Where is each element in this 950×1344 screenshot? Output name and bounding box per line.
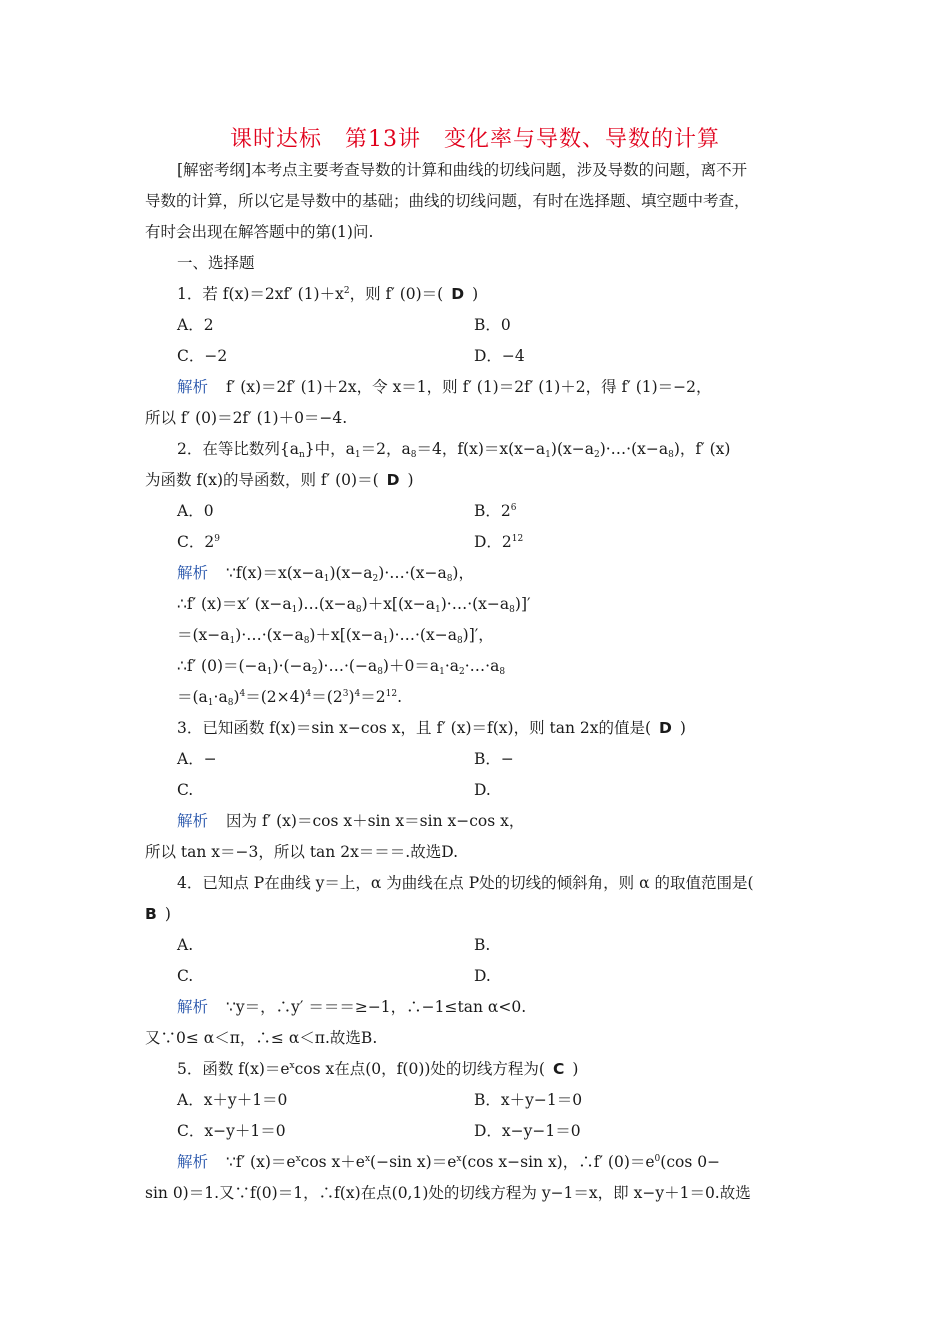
q2-solution-line-3: $=(x-a_1)\cdot\dots\cdot(x-a_8)+x[(x-a_1)\cdot\dots\cdot(x-a_8)]'$， [177,626,494,646]
q1-option-d: D．−4 [474,347,525,365]
q4-option-b: B. [474,936,491,954]
q2-option-d: D．$2^{12}$ [474,533,524,551]
q2-solution-line-1: 解析 $\because f(x)=x(x-a_1)(x-a_2)\cdot\dots\cdot(x-a_8)$， [177,564,474,584]
question-5-answer: C [552,1060,565,1078]
question-1-stem: 1．若 f(x)＝2xf′ $(1)+x^2$，则 f′ (0)＝( D ) [177,285,479,303]
q2-option-c: C．$2^9$ [177,533,220,551]
question-1-answer: D [451,285,465,303]
q3-option-c: C. [177,781,194,799]
q2-solution-line-2: ∴f′ (x)＝x′ $(x-a_1)\dots(x-a_8)+x[(x-a_1)\cdot\dots\cdot(x-a_8)]'$ [177,595,531,615]
page-title: 课时达标 第13讲 变化率与导数、导数的计算 [230,127,720,152]
question-3-stem: 3．已知函数 f(x)＝sin x−cos x，且 f′ (x)＝f(x)，则 tan 2x的值是( D ) [177,719,686,737]
q4-option-c: C. [177,967,194,985]
q5-solution-line-1: 解析 ∵f′ $(x)=e^x\cos$ $x+e^x(-\sin$ $x)=e^x(\cos$ x−sin x)，∴f′ $(0)=e^0(\cos$ 0− [177,1153,721,1171]
q4-option-d: D. [474,967,491,985]
q3-solution-line-1: 解析 因为 f′ (x)＝cos x＋sin x＝sin x−cos x， [177,812,525,830]
q3-option-d: D. [474,781,491,799]
intro-line-1: [解密考纲]本考点主要考查导数的计算和曲线的切线问题，涉及导数的问题，离不开 [177,161,748,179]
q4-option-a: A. [177,936,194,954]
q3-solution-line-2: 所以 tan x＝−3，所以 tan 2x＝＝＝.故选D. [145,843,459,861]
q1-solution-line-1: 解析 f′ (x)＝2f′ (1)＋2x，令 x＝1，则 f′ (1)＝2f′ (1)＋2，得 f′ (1)＝−2， [177,378,712,396]
q4-solution-line-1: 解析 ∵y＝，∴y′ ＝＝＝≥−1，∴−1≤tan α<0. [177,998,527,1016]
intro-line-3: 有时会出现在解答题中的第(1)问. [145,223,374,241]
q4-solution-line-2: 又∵0≤ α＜π，∴≤ α＜π.故选B. [145,1029,378,1047]
q5-option-c: C．x−y＋1＝0 [177,1122,286,1140]
q5-solution-line-2: sin 0)＝1.又∵f(0)＝1，∴f(x)在点(0,1)处的切线方程为 y−1＝x，即 x−y＋1＝0.故选 [145,1184,751,1202]
q2-option-a: A．0 [177,502,214,520]
q5-option-b: B．x＋y−1＝0 [474,1091,583,1109]
q5-option-a: A．x＋y＋1＝0 [177,1091,288,1109]
question-4-stem-2: B ) [145,905,171,923]
question-2-stem-2: 为函数 f(x)的导函数，则 f′ (0)＝( D ) [145,471,414,489]
q1-option-b: B．0 [474,316,511,334]
section-heading: 一、选择题 [177,254,255,272]
question-2-stem: 2．在等比数列$\{a_n\}$中，$a_1=2$，$a_8=4$，$f(x)=x(x-a_1)(x-a_2)\cdot\dots\cdot(x-a_8)$，f′ (x) [177,440,731,460]
question-4-answer: B [145,905,157,923]
solution-label: 解析 [177,378,209,396]
q1-solution-line-2: 所以 f′ (0)＝2f′ (1)＋0＝−4. [145,409,348,427]
q1-option-c: C．−2 [177,347,228,365]
question-5-stem: 5．函数 $f(x)=e^x\cos$ x在点(0，f(0))处的切线方程为( C ) [177,1060,579,1078]
q2-option-b: B．$2^6$ [474,502,517,520]
q3-option-a: A．− [177,750,217,768]
question-4-stem: 4．已知点 P在曲线 y＝上，α 为曲线在点 P处的切线的倾斜角，则 α 的取值范围是( [177,874,754,892]
q5-option-d: D．x−y−1＝0 [474,1122,581,1140]
q2-solution-line-4: ∴f′ $(0)=(-a_1)\cdot(-a_2)\cdot\dots\cdot(-a_8)+0=a_1\cdot a_2\cdot\dots\cdot a_8$ [177,657,506,677]
q1-option-a: A．2 [177,316,214,334]
question-2-answer: D [386,471,400,489]
q2-solution-line-5: $=(a_1\cdot a_8)^4=(2\times 4)^4=(2^3)^4=2^{12}$. [177,688,402,708]
intro-line-2: 导数的计算，所以它是导数中的基础；曲线的切线问题，有时在选择题、填空题中考查， [145,192,750,210]
q3-option-b: B．− [474,750,514,768]
question-3-answer: D [659,719,672,737]
